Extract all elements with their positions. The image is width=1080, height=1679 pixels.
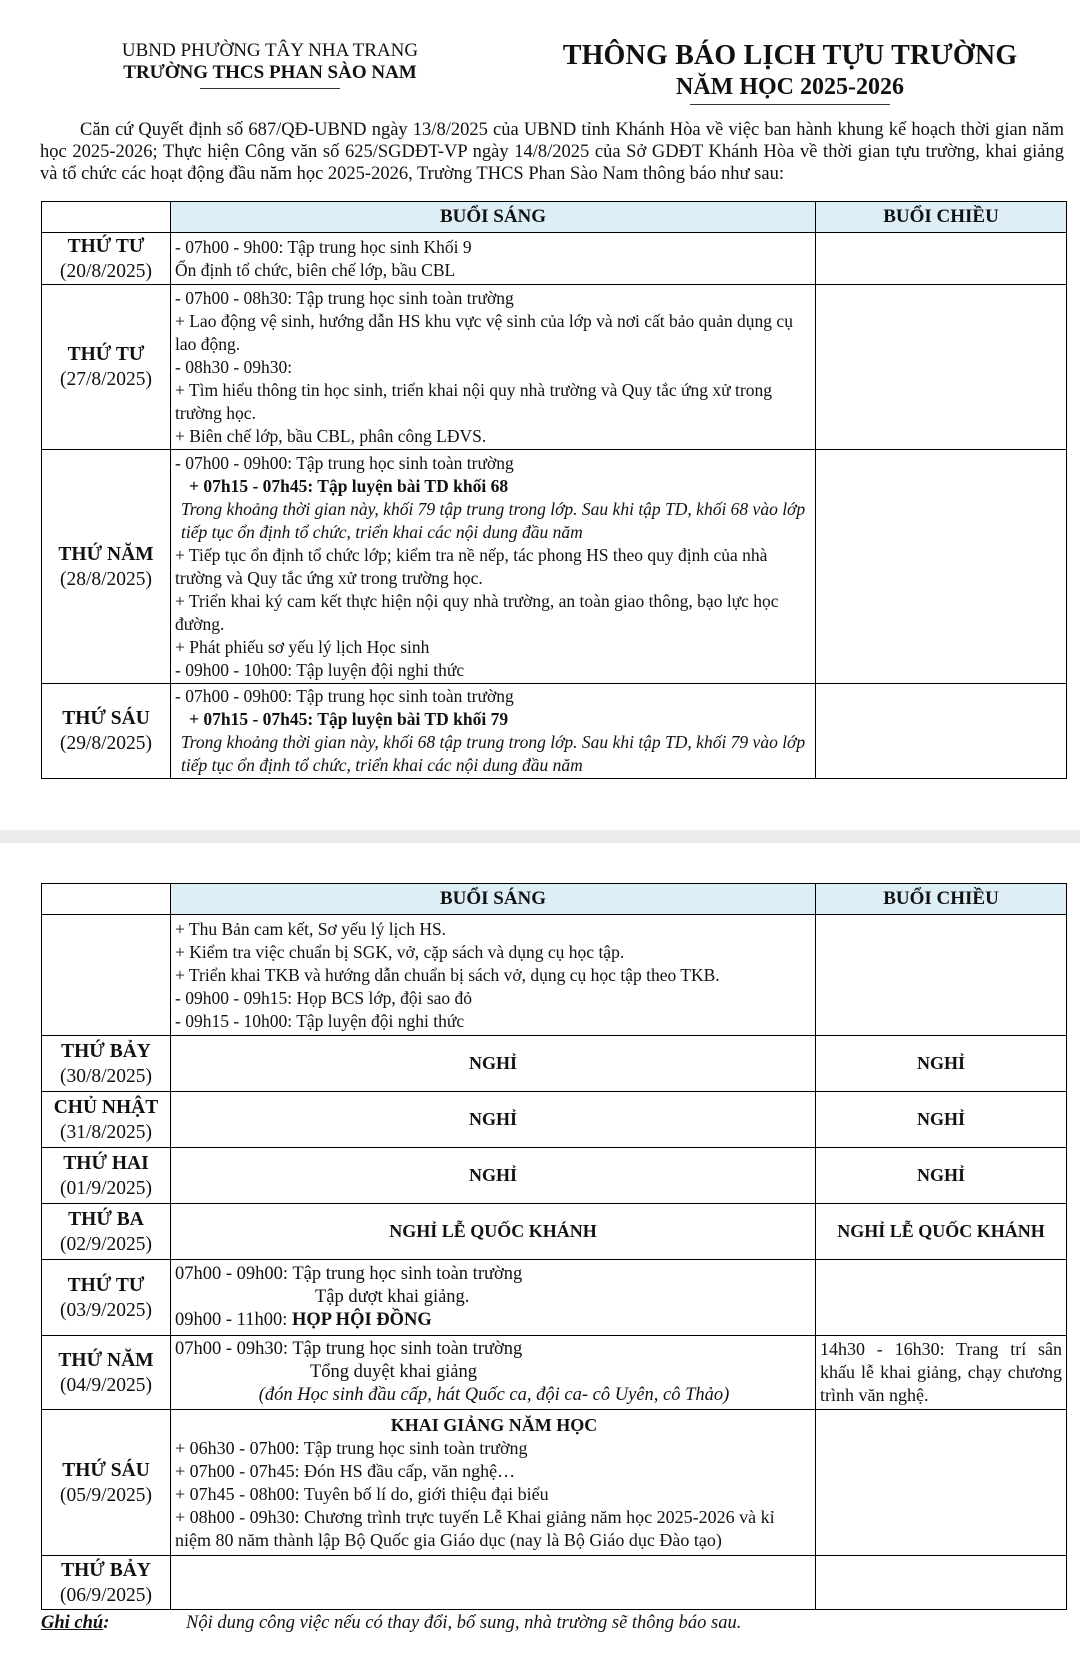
day-date: (31/8/2025) — [59, 1121, 153, 1143]
table-row — [42, 1410, 1067, 1556]
table-row — [42, 1204, 1067, 1260]
day-cell — [42, 1336, 171, 1410]
morning-cell — [171, 285, 816, 450]
table-header-row — [42, 884, 1067, 915]
afternoon-cell: NGHỈ — [816, 1148, 1067, 1204]
day-cell — [42, 1260, 171, 1336]
org-name: UBND PHƯỜNG TÂY NHA TRANG — [121, 40, 419, 61]
afternoon-cell: NGHỈ — [816, 1092, 1067, 1148]
meeting-title: HỌP HỘI ĐỒNG — [292, 1310, 432, 1330]
morning-cell — [171, 915, 816, 1036]
title-underline — [690, 104, 890, 105]
morning-cell — [171, 684, 816, 779]
morning-cell — [171, 1410, 816, 1556]
header-day-cell — [42, 202, 171, 233]
table-row — [42, 1036, 1067, 1092]
schedule-table-page2 — [41, 883, 1067, 1610]
day-cell — [42, 1036, 171, 1092]
afternoon-cell — [816, 684, 1067, 779]
table-row — [42, 684, 1067, 779]
day-name: THỨ SÁU — [62, 1459, 150, 1481]
title-line1: THÔNG BÁO LỊCH TỰU TRƯỜNG — [562, 40, 1018, 71]
day-cell — [42, 1556, 171, 1610]
morning-line: - 09h00 - 10h00: Tập luyện đội nghi thức — [175, 659, 465, 680]
header-afternoon: BUỔI CHIỀU — [816, 884, 1067, 915]
morning-cell: NGHỈ — [171, 1092, 816, 1148]
morning-line-italic: Trong khoảng thời gian này, khối 79 tập trung trong lớp. Sau khi tập TD, khối 68 vào lớp tiếp tục ổn định tổ chức, triển khai các nội dung đầu năm — [181, 498, 806, 542]
morning-line: + Triển khai ký cam kết thực hiện nội quy nhà trường, an toàn giao thông, bạo lực học đường. — [175, 590, 779, 634]
header-underline — [200, 88, 340, 89]
afternoon-cell — [816, 915, 1067, 1036]
day-cell — [42, 1410, 171, 1556]
header-afternoon: BUỔI CHIỀU — [816, 202, 1067, 233]
morning-line: + Tìm hiểu thông tin học sinh, triển khai nội quy nhà trường và Quy tắc ứng xử trong trường học. — [175, 379, 772, 423]
day-name: THỨ SÁU — [62, 708, 150, 729]
intro-paragraph: Căn cứ Quyết định số 687/QĐ-UBND ngày 13/8/2025 của UBND tỉnh Khánh Hòa về việc ban hành khung kế hoạch thời gian năm học 2025-2026; Thực hiện Công văn số 625/SGDĐT-VP ngày 14/8/2025 của Sở GDĐT Khánh Hòa về thời gian tựu trường, khai giảng và tổ chức các hoạt động đầu năm học 2025-2026, Trường THCS Phan Sào Nam thông báo như sau: — [40, 120, 1064, 184]
table-row — [42, 1148, 1067, 1204]
footnote — [41, 1613, 741, 1634]
day-date: (05/9/2025) — [59, 1484, 153, 1506]
afternoon-cell — [816, 1410, 1067, 1556]
afternoon-cell — [816, 1260, 1067, 1336]
day-cell — [42, 915, 171, 1036]
day-date: (04/9/2025) — [59, 1374, 153, 1396]
morning-line: + 07h00 - 07h45: Đón HS đầu cấp, văn nghệ… — [175, 1460, 516, 1481]
day-cell — [42, 285, 171, 450]
day-name: THỨ TƯ — [67, 344, 145, 365]
table-row — [42, 1260, 1067, 1336]
afternoon-cell — [816, 450, 1067, 684]
note-text: Nội dung công việc nếu có thay đổi, bổ sung, nhà trường sẽ thông báo sau. — [186, 1613, 742, 1633]
schedule-table-page1 — [41, 201, 1067, 779]
day-name: THỨ BẢY — [61, 1559, 151, 1581]
morning-line: + 08h00 - 09h30: Chương trình trực tuyến Lễ Khai giảng năm học 2025-2026 và kỉ niệm 80 năm thành lập Bộ Quốc gia Giáo dục (nay là Bộ Giáo dục Đào tạo) — [175, 1506, 775, 1550]
day-name: THỨ NĂM — [58, 543, 154, 565]
table-row — [42, 915, 1067, 1036]
table-row — [42, 1336, 1067, 1410]
day-name: CHỦ NHẬT — [53, 1096, 159, 1118]
meeting-time: 09h00 - 11h00: — [175, 1310, 292, 1330]
table-header-row — [42, 202, 1067, 233]
morning-cell: NGHỈ — [171, 1148, 816, 1204]
morning-line: + Tiếp tục ổn định tổ chức lớp; kiểm tra nề nếp, tác phong HS theo quy định của nhà trường và Quy tắc ứng xử trong trường học. — [175, 544, 768, 588]
morning-line-italic: Trong khoảng thời gian này, khối 68 tập trung trong lớp. Sau khi tập TD, khối 79 vào lớp tiếp tục ổn định tổ chức, triển khai các nội dung đầu năm — [181, 732, 806, 775]
morning-line: + Phát phiếu sơ yếu lý lịch Học sinh — [175, 636, 430, 657]
morning-line: + Biên chế lớp, bầu CBL, phân công LĐVS. — [175, 425, 487, 446]
day-date: (28/8/2025) — [59, 568, 153, 590]
header-morning: BUỔI SÁNG — [171, 202, 816, 233]
day-name: THỨ TƯ — [67, 1274, 145, 1296]
document-title — [540, 40, 1040, 105]
morning-line — [175, 1309, 813, 1332]
day-date: (29/8/2025) — [59, 733, 153, 754]
morning-line: Tập dượt khai giảng. — [315, 1287, 470, 1307]
morning-line: - 07h00 - 09h00: Tập trung học sinh toàn trường — [175, 452, 514, 473]
header-day-cell — [42, 884, 171, 915]
table-row — [42, 1092, 1067, 1148]
day-cell — [42, 1204, 171, 1260]
day-name: THỨ NĂM — [58, 1349, 154, 1371]
school-name: TRƯỜNG THCS PHAN SÀO NAM — [123, 62, 417, 83]
day-cell — [42, 450, 171, 684]
morning-cell — [171, 1336, 816, 1410]
table-row — [42, 285, 1067, 450]
morning-line: 07h00 - 09h00: Tập trung học sinh toàn trường — [175, 1264, 523, 1284]
morning-line: - 07h00 - 08h30: Tập trung học sinh toàn trường — [175, 287, 514, 308]
day-cell — [42, 1148, 171, 1204]
morning-line: + Triển khai TKB và hướng dẫn chuẩn bị sách vở, dụng cụ học tập theo TKB. — [175, 964, 720, 985]
morning-line: - 08h30 - 09h30: — [175, 356, 293, 377]
day-name: THỨ HAI — [63, 1152, 149, 1174]
title-line2: NĂM HỌC 2025-2026 — [676, 74, 904, 100]
table-row — [42, 450, 1067, 684]
note-label: Ghi chú: — [41, 1613, 110, 1633]
opening-ceremony-title: KHAI GIẢNG NĂM HỌC — [390, 1414, 598, 1435]
morning-line: + 07h45 - 08h00: Tuyên bố lí do, giới thiệu đại biểu — [175, 1483, 549, 1504]
morning-line: - 07h00 - 9h00: Tập trung học sinh Khối 9 — [175, 236, 472, 257]
header-morning: BUỔI SÁNG — [171, 884, 816, 915]
document-page-2 — [0, 843, 1080, 1679]
morning-line: + Lao động vệ sinh, hướng dẫn HS khu vực vệ sinh của lớp và nơi cất bảo quản dụng cụ lao động. — [175, 310, 793, 354]
morning-cell — [171, 1556, 816, 1610]
day-date: (20/8/2025) — [59, 260, 153, 282]
morning-cell — [171, 1260, 816, 1336]
morning-line: + 06h30 - 07h00: Tập trung học sinh toàn trường — [175, 1437, 528, 1458]
afternoon-cell — [816, 1556, 1067, 1610]
morning-cell: NGHỈ LỄ QUỐC KHÁNH — [171, 1204, 816, 1260]
morning-line-bold: + 07h15 - 07h45: Tập luyện bài TD khối 68 — [189, 475, 509, 496]
document-page-1 — [0, 0, 1080, 830]
morning-cell — [171, 233, 816, 285]
morning-line: Tổng duyệt khai giảng — [310, 1362, 477, 1382]
afternoon-cell — [816, 285, 1067, 450]
day-cell — [42, 233, 171, 285]
morning-cell: NGHỈ — [171, 1036, 816, 1092]
afternoon-cell: 14h30 - 16h30: Trang trí sân khấu lễ khai giảng, chạy chương trình văn nghệ. — [816, 1336, 1067, 1410]
school-header — [80, 40, 460, 89]
morning-line-bold: + 07h15 - 07h45: Tập luyện bài TD khối 79 — [189, 709, 509, 729]
morning-line-italic: (đón Học sinh đầu cấp, hát Quốc ca, đội ca- cô Uyên, cô Thảo) — [258, 1385, 730, 1405]
morning-cell — [171, 450, 816, 684]
morning-line: + Kiểm tra việc chuẩn bị SGK, vở, cặp sách và dụng cụ học tập. — [175, 941, 625, 962]
day-name: THỨ BẢY — [61, 1040, 151, 1062]
morning-line: 07h00 - 09h30: Tập trung học sinh toàn trường — [175, 1339, 523, 1359]
day-date: (01/9/2025) — [59, 1177, 153, 1199]
day-date: (03/9/2025) — [59, 1299, 153, 1321]
table-row — [42, 1556, 1067, 1610]
morning-line: Ổn định tổ chức, biên chế lớp, bầu CBL — [175, 259, 456, 280]
morning-line: - 09h15 - 10h00: Tập luyện đội nghi thức — [175, 1010, 465, 1031]
day-name: THỨ TƯ — [67, 235, 145, 257]
morning-line: - 07h00 - 09h00: Tập trung học sinh toàn trường — [175, 686, 514, 706]
day-date: (06/9/2025) — [59, 1584, 153, 1606]
day-date: (27/8/2025) — [59, 369, 153, 390]
day-date: (30/8/2025) — [59, 1065, 153, 1087]
afternoon-cell: NGHỈ LỄ QUỐC KHÁNH — [816, 1204, 1067, 1260]
day-cell — [42, 684, 171, 779]
afternoon-cell — [816, 233, 1067, 285]
table-row — [42, 233, 1067, 285]
afternoon-cell: NGHỈ — [816, 1036, 1067, 1092]
morning-line: - 09h00 - 09h15: Họp BCS lớp, đội sao đỏ — [175, 987, 473, 1008]
day-cell — [42, 1092, 171, 1148]
morning-line: + Thu Bản cam kết, Sơ yếu lý lịch HS. — [175, 918, 447, 939]
day-date: (02/9/2025) — [59, 1233, 153, 1255]
day-name: THỨ BA — [68, 1208, 144, 1230]
